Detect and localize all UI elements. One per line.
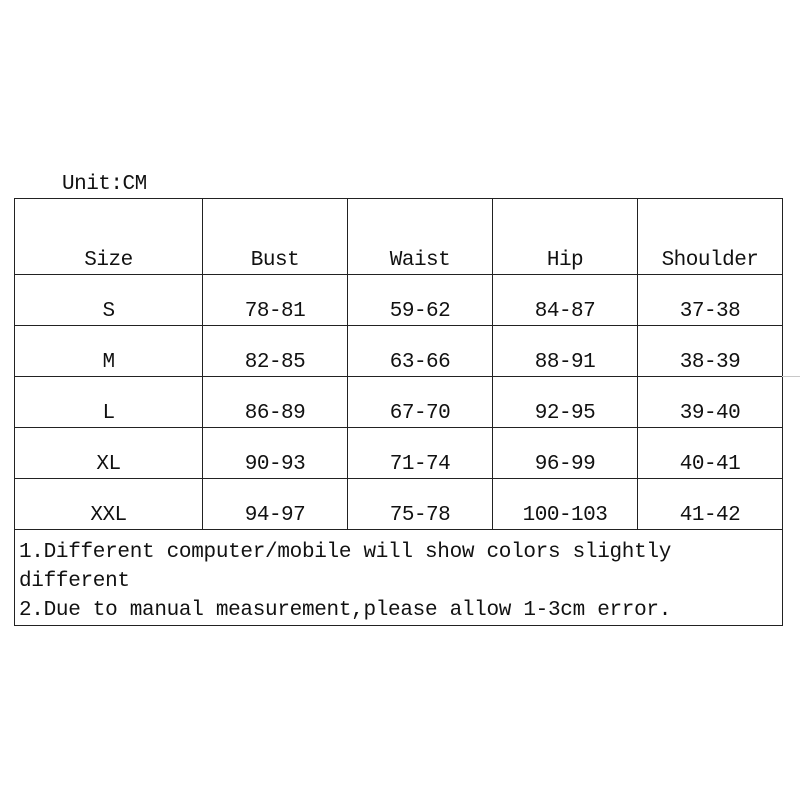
size-cell: XL [15,428,203,479]
waist-cell: 71-74 [348,428,493,479]
shoulder-cell: 38-39 [638,326,783,377]
bust-cell: 94-97 [203,479,348,530]
size-cell: M [15,326,203,377]
notes-row [15,530,783,626]
table-row [15,377,783,428]
bust-cell: 90-93 [203,428,348,479]
hip-cell: 88-91 [493,326,638,377]
size-chart-table [14,198,783,626]
table-row [15,326,783,377]
unit-label: Unit:CM [62,173,147,196]
waist-cell: 59-62 [348,275,493,326]
table-row [15,428,783,479]
header-shoulder: Shoulder [638,199,783,275]
bust-cell: 82-85 [203,326,348,377]
hip-cell: 100-103 [493,479,638,530]
header-bust: Bust [203,199,348,275]
note-2: 2.Due to manual measurement,please allow 1-3cm error. [19,599,672,622]
table-row [15,479,783,530]
edge-divider [782,376,800,377]
header-size: Size [15,199,203,275]
note-1: 1.Different computer/mobile will show colors slightly different [19,541,672,593]
size-cell: L [15,377,203,428]
waist-cell: 67-70 [348,377,493,428]
waist-cell: 75-78 [348,479,493,530]
notes-cell [15,530,783,626]
hip-cell: 84-87 [493,275,638,326]
shoulder-cell: 41-42 [638,479,783,530]
shoulder-cell: 39-40 [638,377,783,428]
table-row [15,275,783,326]
hip-cell: 92-95 [493,377,638,428]
header-hip: Hip [493,199,638,275]
size-cell: XXL [15,479,203,530]
bust-cell: 86-89 [203,377,348,428]
shoulder-cell: 37-38 [638,275,783,326]
bust-cell: 78-81 [203,275,348,326]
shoulder-cell: 40-41 [638,428,783,479]
header-waist: Waist [348,199,493,275]
size-cell: S [15,275,203,326]
waist-cell: 63-66 [348,326,493,377]
table-header-row [15,199,783,275]
hip-cell: 96-99 [493,428,638,479]
